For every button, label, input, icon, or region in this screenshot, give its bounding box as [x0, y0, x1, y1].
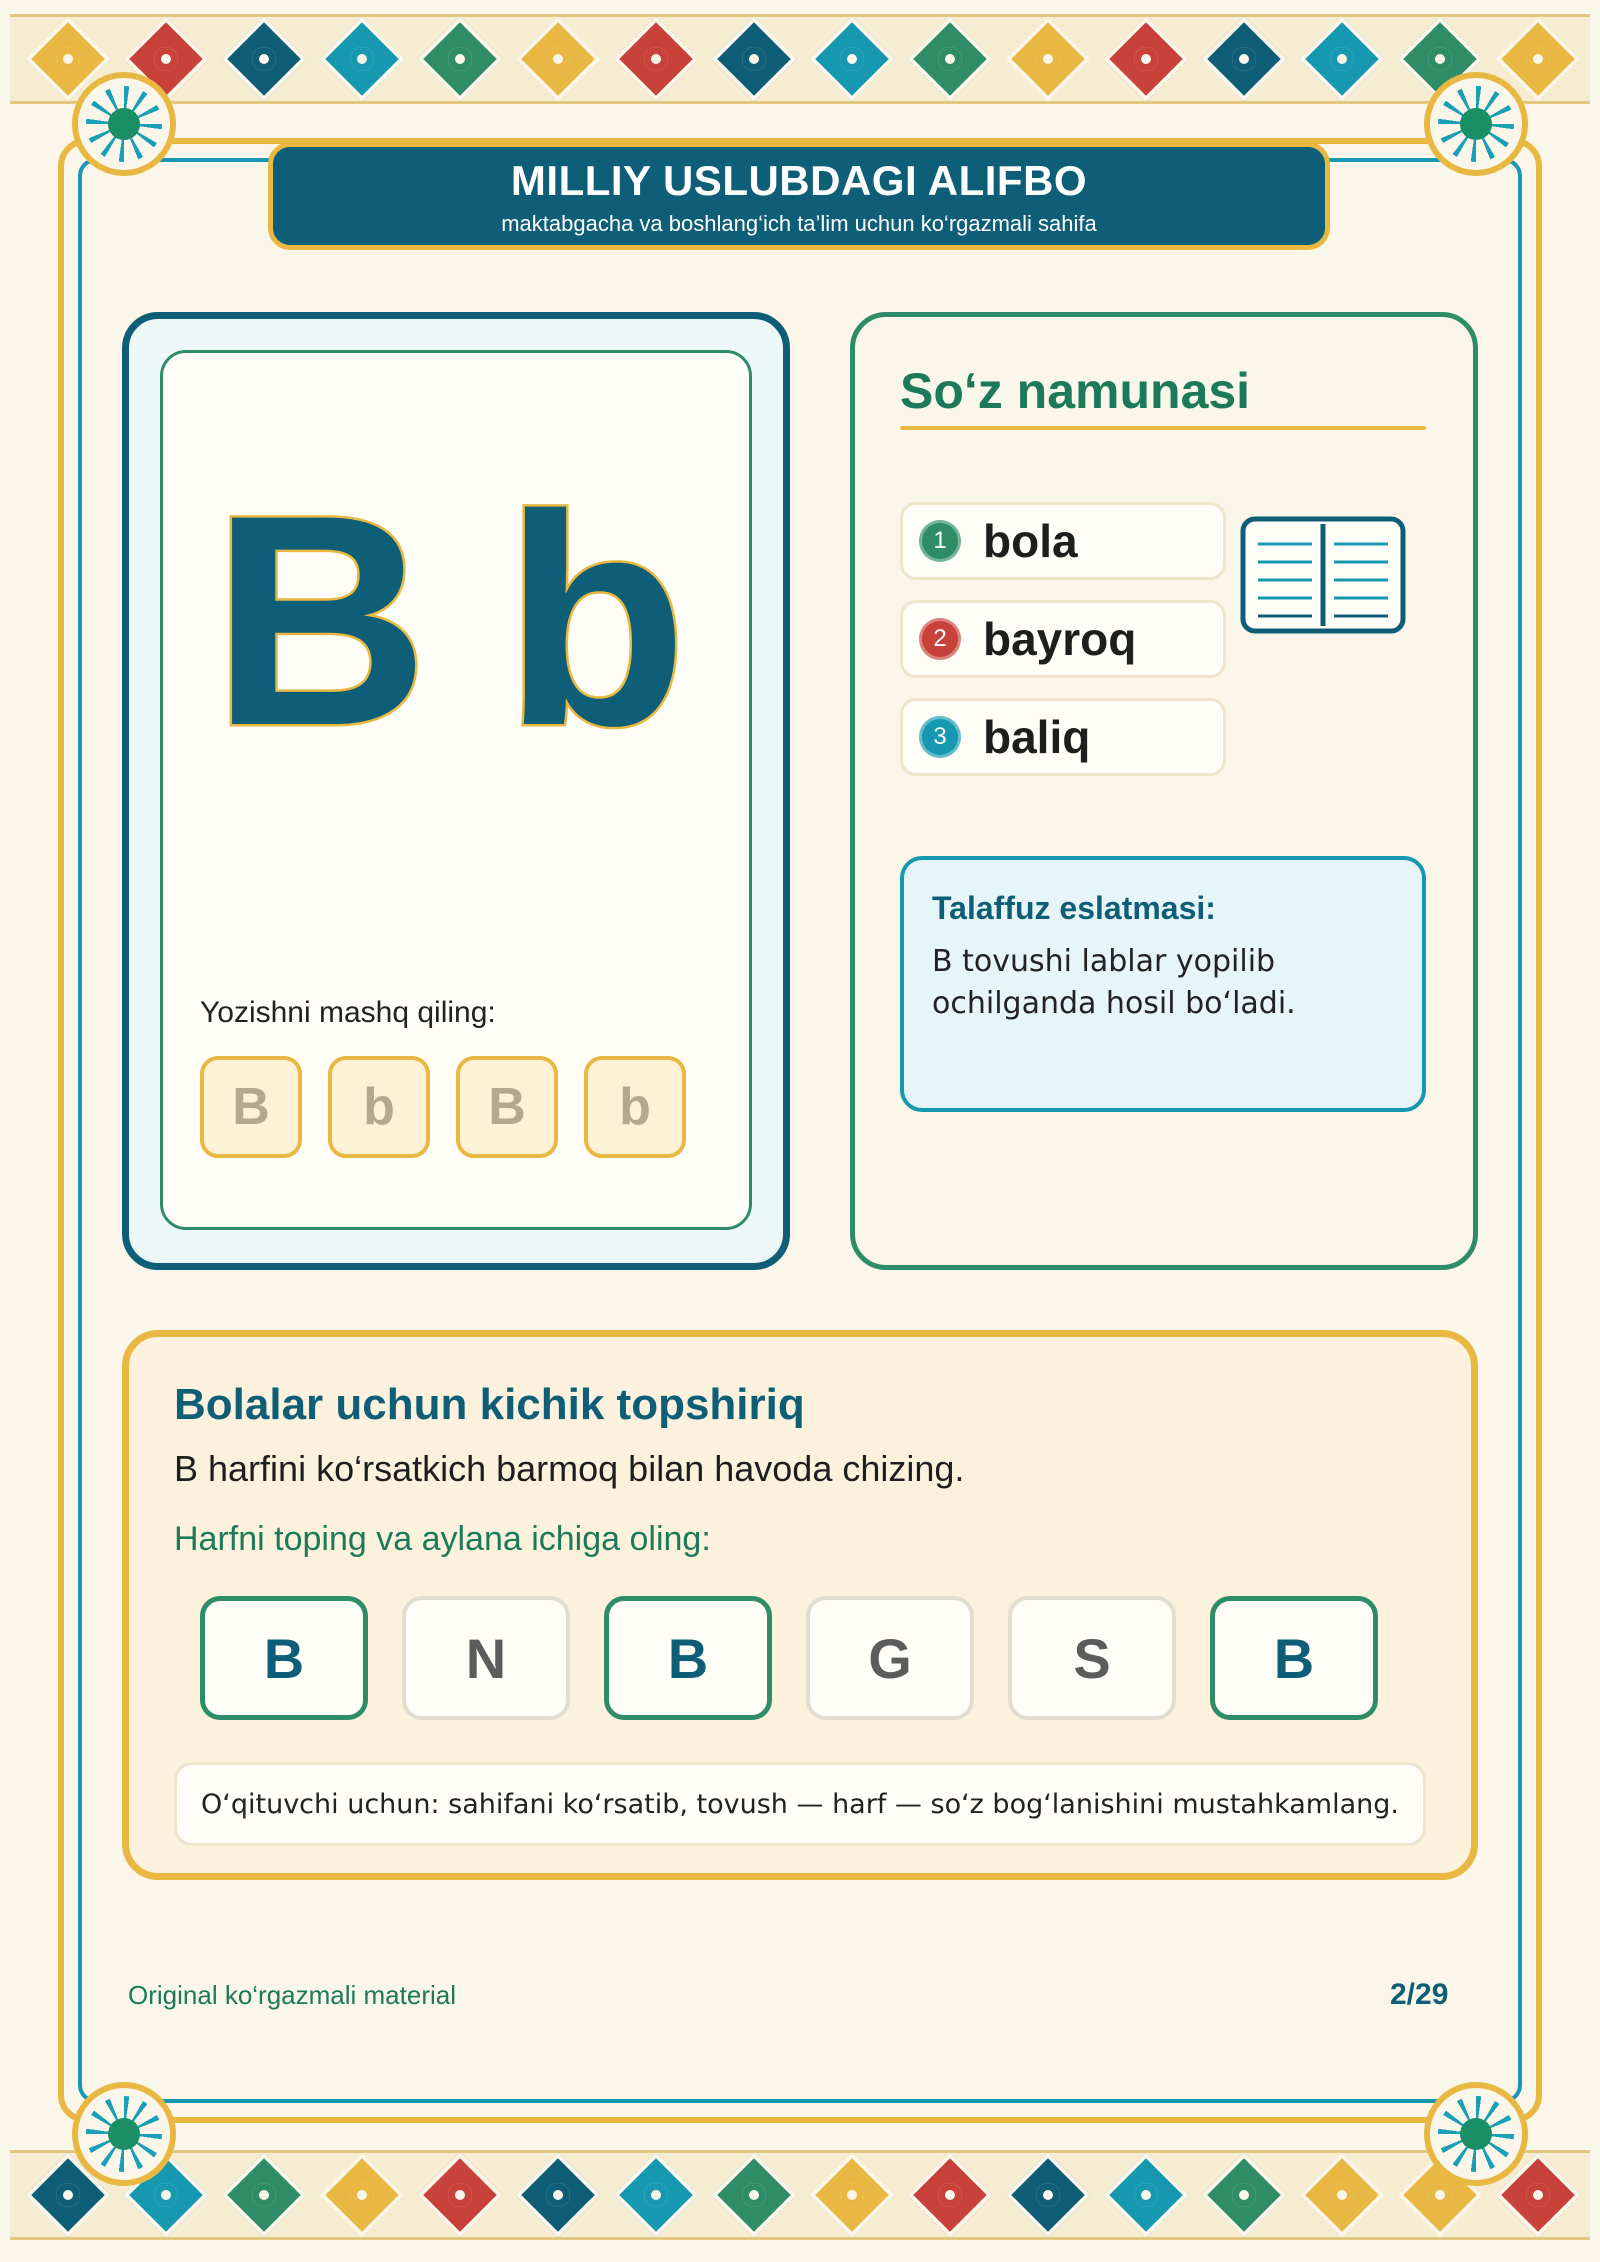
ornament-diamond-icon [222, 2153, 307, 2238]
ornament-diamond-icon [810, 17, 895, 102]
task-description: B harfini ko‘rsatkich barmoq bilan havoda chizing. [174, 1448, 965, 1489]
open-book-icon [1240, 516, 1406, 634]
footer-credit: Original ko‘rgazmali material [128, 1980, 456, 2010]
letter-choice[interactable]: G [806, 1596, 974, 1720]
ornament-diamond-icon [1104, 2153, 1189, 2238]
ornament-diamond-icon [418, 17, 503, 102]
ornament-diamond-icon [1202, 2153, 1287, 2238]
practice-box: b [584, 1056, 686, 1158]
letter-choice[interactable]: N [402, 1596, 570, 1720]
teacher-note: O‘qituvchi uchun: sahifani ko‘rsatib, tovush — harf — so‘z bog‘lanishini mustahkamlang. [174, 1762, 1426, 1846]
word-number-badge: 3 [919, 716, 961, 758]
practice-box: B [200, 1056, 302, 1158]
letter-choice[interactable]: S [1008, 1596, 1176, 1720]
ornament-diamond-icon [1006, 17, 1091, 102]
word-sample-card [850, 312, 1478, 1270]
rosette-ornament-icon [1424, 72, 1528, 176]
practice-label: Yozishni mashq qiling: [200, 996, 496, 1029]
word-text: bola [983, 515, 1078, 567]
page-subtitle: maktabgacha va boshlang‘ich ta’lim uchun ko‘rgazmali sahifa [501, 211, 1097, 236]
word-number-badge: 2 [919, 618, 961, 660]
page-title: MILLIY USLUBDAGI ALIFBO [510, 157, 1088, 204]
ornament-diamond-icon [810, 2153, 895, 2238]
ornament-diamond-icon [1300, 2153, 1385, 2238]
ornament-diamond-icon [222, 17, 307, 102]
letter-choice[interactable]: B [604, 1596, 772, 1720]
letter-choice[interactable]: B [200, 1596, 368, 1720]
practice-box: B [456, 1056, 558, 1158]
pronunciation-note-line: ochilganda hosil bo‘ladi. [932, 986, 1296, 1021]
ornament-diamond-icon [908, 17, 993, 102]
ornament-diamond-icon [712, 2153, 797, 2238]
ornament-diamond-icon [1006, 2153, 1091, 2238]
pronunciation-note-line: B tovushi lablar yopilib [932, 944, 1276, 979]
word-item [900, 698, 1226, 776]
task-title: Bolalar uchun kichik topshiriq [174, 1380, 805, 1429]
ornament-diamond-icon [418, 2153, 503, 2238]
ornament-diamond-icon [320, 2153, 405, 2238]
pronunciation-note-title: Talaffuz eslatmasi: [932, 890, 1216, 926]
ornament-diamond-icon [614, 2153, 699, 2238]
ornament-diamond-icon [1300, 17, 1385, 102]
task-find-label: Harfni toping va aylana ichiga oling: [174, 1520, 711, 1558]
ornament-diamond-icon [908, 2153, 993, 2238]
letter-choice-row [200, 1596, 1378, 1720]
word-text: bayroq [983, 613, 1137, 665]
word-item [900, 600, 1226, 678]
ornament-diamond-icon [516, 17, 601, 102]
ornament-diamond-icon [1104, 17, 1189, 102]
top-ornament-band [10, 14, 1590, 104]
word-item [900, 502, 1226, 580]
uppercase-letter: B [212, 452, 429, 788]
bottom-ornament-band [10, 2150, 1590, 2240]
practice-box: b [328, 1056, 430, 1158]
rosette-ornament-icon [72, 72, 176, 176]
letter-choice[interactable]: B [1210, 1596, 1378, 1720]
word-number-badge: 1 [919, 520, 961, 562]
ornament-diamond-icon [1202, 17, 1287, 102]
title-underline [900, 426, 1426, 430]
rosette-ornament-icon [72, 2082, 176, 2186]
ornament-diamond-icon [614, 17, 699, 102]
practice-row [200, 1056, 686, 1158]
lowercase-letter: b [504, 452, 688, 788]
ornament-diamond-icon [516, 2153, 601, 2238]
rosette-ornament-icon [1424, 2082, 1528, 2186]
word-sample-title: So‘z namunasi [900, 363, 1251, 419]
word-text: baliq [983, 711, 1091, 763]
ornament-diamond-icon [320, 17, 405, 102]
page-title-banner [268, 142, 1330, 250]
ornament-diamond-icon [712, 17, 797, 102]
page-number: 2/29 [1390, 1978, 1449, 2011]
